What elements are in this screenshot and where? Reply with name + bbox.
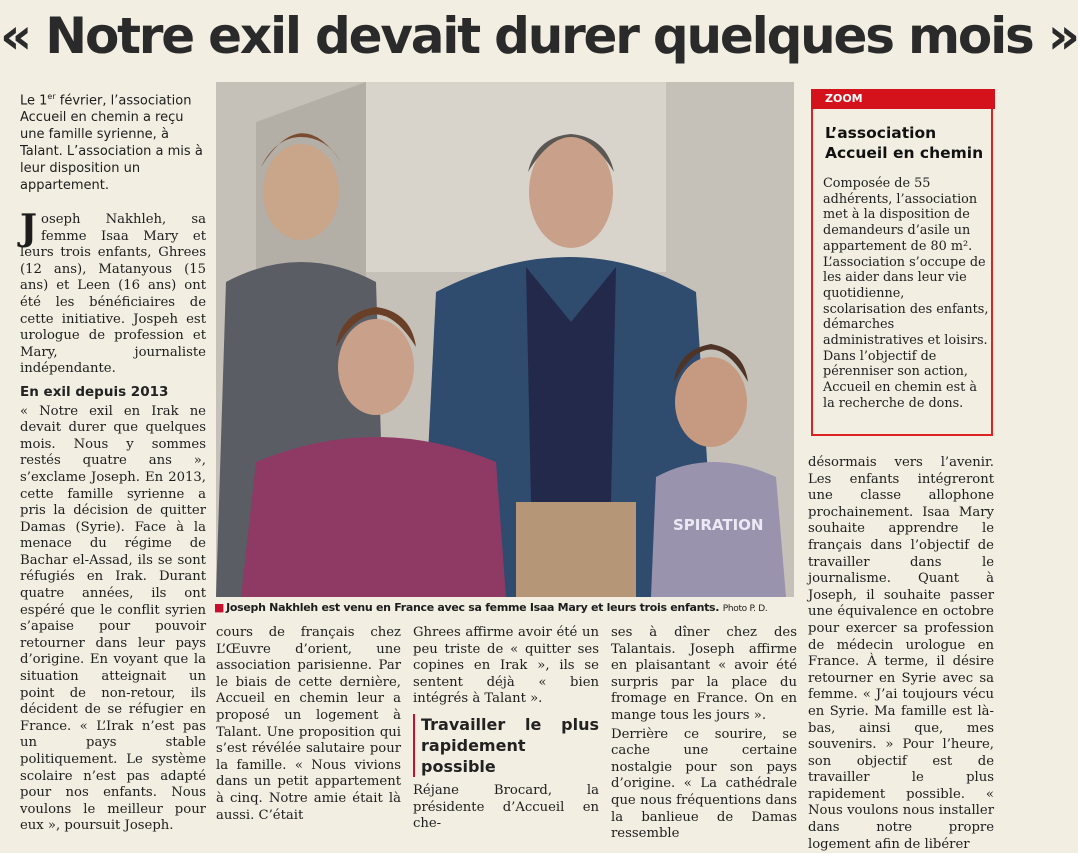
article-column-5 — [808, 455, 994, 852]
zoom-body: Composée de 55 adhérents, l’association met à la disposition de demandeurs d’asile un appartement de 80 m². L’association s’occupe de les aider dans leur vie quotidienne, scolarisation des enfants, démarches administratives et loisirs. Dans l’objectif de pérenniser son action, Accueil en chemin est à la recherche de dons. — [823, 176, 989, 411]
subheading-exile: En exil depuis 2013 — [20, 383, 169, 400]
zoom-tag: ZOOM — [811, 89, 995, 109]
shirt-print-text: SPIRATION — [673, 516, 764, 534]
paragraph-opening — [20, 207, 206, 378]
caption-square-icon: ■ — [214, 601, 225, 614]
paragraph-exile: « Notre exil en Irak ne devait durer que quelques mois. Nous y sommes restés quatre ans », s’exclame Joseph. En 2013, cette famille syrienne a pris la décision de quitter Damas (Syrie). Face à la menace du régime de Bachar el-Assad, ils se sont réfugiés en Irak. Durant quatre années, ils ont espéré que le conflit syrien s’apaise pour pouvoir retourner dans leur pays d’origine. En voyant que la situation atteignait un point de non-retour, ils décident de se réfugier en France. « L’Irak n’est pas un pays stable politiquement. Le système scolaire n’est pas adapté pour nos enfants. Nous voulons le meilleur pour eux », poursuit Joseph. — [20, 403, 206, 834]
article-column-3 — [413, 625, 599, 833]
intro-text-start: Le 1 — [20, 93, 48, 109]
paragraph-col3-a: Ghrees affirme avoir été un peu triste de « quitter ses copines en Irak », ils se sentent déjà « bien intégrés à Talant ». — [413, 625, 599, 707]
subheading-work: Travailler le plus rapidement possible — [413, 714, 599, 777]
paragraph-col4-b: Derrière ce sourire, se cache une certaine nostalgie pour son pays d’origine. « La cathédrale que nous fréquentions dans la banlieue de Damas ressemble — [611, 726, 797, 842]
paragraph-col4-a: ses à dîner chez des Talantais. Joseph affirme en plaisantant « avoir été surpris par la place du fromage en France. On en mange tous les jours ». — [611, 625, 797, 723]
photo-caption — [214, 601, 814, 614]
article-intro — [20, 88, 205, 194]
family-photo — [216, 82, 794, 597]
article-column-1 — [20, 207, 206, 834]
zoom-title: L’association Accueil en chemin — [825, 124, 984, 162]
family-photo-illustration — [216, 82, 794, 597]
drop-cap: J — [20, 207, 38, 249]
photo-credit: Photo P. D. — [722, 604, 768, 614]
paragraph-col2: cours de français chez L’Œuvre d’orient, une association parisienne. Par le biais de cette dernière, Accueil en chemin leur a proposé un logement à Talant. Une proposition qui s’est révélée salutaire pour la famille. « Nous vivions dans un petit appartement à cinq. Notre amie était là aussi. C’était — [216, 625, 401, 823]
zoom-box — [811, 89, 993, 436]
intro-superscript: er — [47, 92, 56, 101]
headline: « Notre exil devait durer quelques mois » — [0, 7, 1078, 65]
paragraph-opening-text: oseph Nakhleh, sa femme Isaa Mary et leurs trois enfants, Ghrees (12 ans), Matanyous (15 ans) et Leen (16 ans) ont été les bénéficiaires de cette initiative. Jospeh est urologue de profession et Mary, journaliste indépendante. — [20, 212, 206, 377]
caption-text: Joseph Nakhleh est venu en France avec sa femme Isaa Mary et leurs trois enfants. — [226, 601, 720, 614]
article-column-4 — [611, 625, 797, 842]
article-column-2 — [216, 625, 401, 833]
intro-text-end: février, l’association Accueil en chemin a reçu une famille syrienne, à Talant. L’association a mis à leur disposition un appartement. — [20, 93, 203, 194]
paragraph-col5: désormais vers l’avenir. Les enfants intégreront une classe allophone prochainement. Isaa Mary souhaite apprendre le français dans l’objectif de travailler dans le journalisme. Quant à Joseph, il souhaite passer une équivalence en octobre pour exercer sa profession de médecin urologue en France. À terme, il désire retourner en Syrie avec sa femme. « J’ai toujours vécu en Syrie. Ma famille est là-bas, ainsi que, mes souvenirs. » Pour l’heure, son objectif est de travailler le plus rapidement possible. « Nous voulons nous installer dans notre propre logement afin de libérer — [808, 455, 994, 852]
paragraph-col3-b: Réjane Brocard, la présidente d’Accueil en che- — [413, 782, 599, 832]
